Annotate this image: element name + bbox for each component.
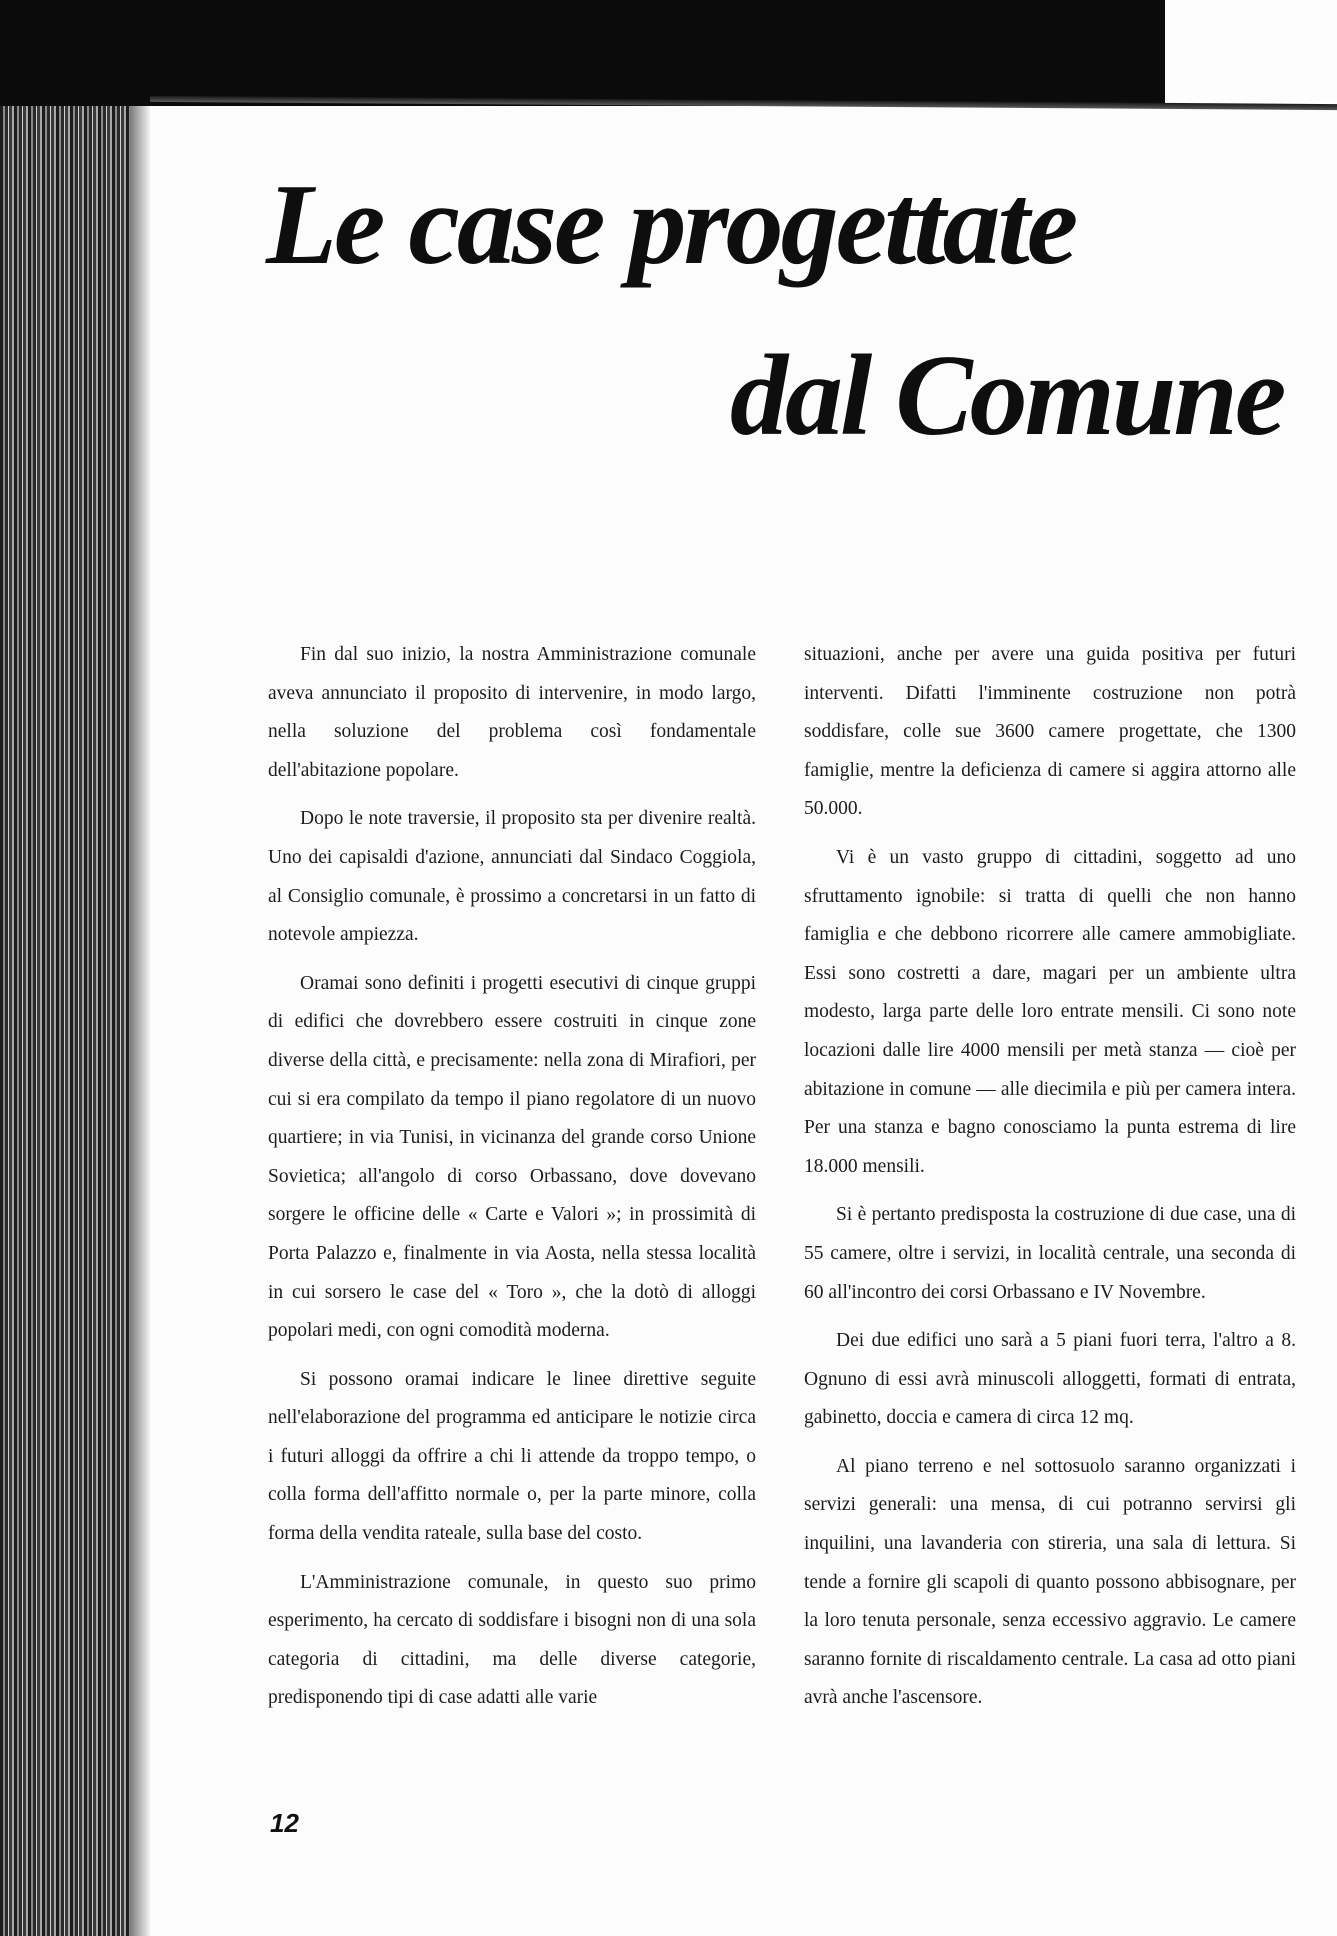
paragraph: Si possono oramai indicare le linee direttive seguite nell'elaborazione del programma ed anticipare le notizie circa i futuri alloggi da offrire a chi li attende da troppo tempo, o colla forma dell'affitto normale o, per la parte minore, colla forma della vendita rateale, sulla base del costo.	[268, 1368, 756, 1545]
paragraph: Si è pertanto predisposta la costruzione di due case, una di 55 camere, oltre i servizi, in località centrale, una seconda di 60 all'incontro dei corsi Orbassano e IV Novembre.	[804, 1204, 1296, 1303]
right-text-column	[804, 636, 1296, 1728]
paragraph: Dopo le note traversie, il proposito sta per divenire realtà. Uno dei capisaldi d'azione, annunciati dal Sindaco Coggiola, al Consiglio comunale, è prossimo a concretarsi in un fatto di notevole ampiezza.	[268, 808, 756, 946]
book-page-edges	[0, 106, 150, 1936]
scan-top-border	[0, 0, 1165, 110]
paragraph: Fin dal suo inizio, la nostra Amministrazione comunale aveva annunciato il proposito di intervenire, in modo largo, nella soluzione del problema così fondamentale dell'abitazione popolare.	[268, 644, 756, 781]
paragraph: Oramai sono definiti i progetti esecutivi di cinque gruppi di edifici che dovrebbero essere costruiti in cinque zone diverse della città, e precisamente: nella zona di Mirafiori, per cui si era compilato da tempo il piano regolatore di un nuovo quartiere; in via Tunisi, in vicinanza del grande corso Unione Sovietica; all'angolo di corso Orbassano, dove dovevano sorgere le officine delle « Carte e Valori »; in prossimità di Porta Palazzo e, finalmente in via Aosta, nella stessa località in cui sorsero le case del « Toro », che la dotò di alloggi popolari medi, con ogni comodità moderna.	[268, 972, 756, 1342]
paragraph: Al piano terreno e nel sottosuolo saranno organizzati i servizi generali: una mensa, di cui potranno servirsi gli inquilini, una lavanderia con stireria, una sala di lettura. Si tende a fornire gli scapoli di quanto possono abbisognare, per la loro tenuta personale, senza eccessivo aggravio. Le camere saranno fornite di riscaldamento centrale. La casa ad otto piani avrà anche l'ascensore.	[804, 1455, 1296, 1709]
left-text-column	[268, 636, 756, 1728]
paragraph: Dei due edifici uno sarà a 5 piani fuori terra, l'altro a 8. Ognuno di essi avrà minuscoli alloggetti, formati di entrata, gabinetto, doccia e camera di circa 12 mq.	[804, 1330, 1296, 1429]
page-number: 12	[270, 1808, 299, 1838]
scan-background	[1165, 0, 1337, 102]
paragraph: Vi è un vasto gruppo di cittadini, soggetto ad uno sfruttamento ignobile: si tratta di quelli che non hanno famiglia e che debbono ricorrere alle camere ammobigliate. Essi sono costretti a dare, magari per un ambiente ultra modesto, larga parte delle loro entrate mensili. Ci sono note locazioni dalle lire 4000 mensili per metà stanza — cioè per abitazione in comune — alle diecimila e più per camera intera. Per una stanza e bagno conosciamo la punta estrema di lire 18.000 mensili.	[804, 846, 1296, 1177]
article-title-line-2: dal Comune	[730, 332, 1284, 460]
paragraph: L'Amministrazione comunale, in questo suo primo esperimento, ha cercato di soddisfare i bisogni non di una sola categoria di cittadini, ma delle diverse categorie, predisponendo tipi di case adatti alle varie	[268, 1571, 756, 1709]
paragraph: situazioni, anche per avere una guida positiva per futuri interventi. Difatti l'imminente costruzione non potrà soddisfare, colle sue 3600 camere progettate, che 1300 famiglie, mentre la deficienza di camere si aggira attorno alle 50.000.	[804, 644, 1296, 820]
article-title-line-1: Le case progettate	[266, 161, 1076, 289]
